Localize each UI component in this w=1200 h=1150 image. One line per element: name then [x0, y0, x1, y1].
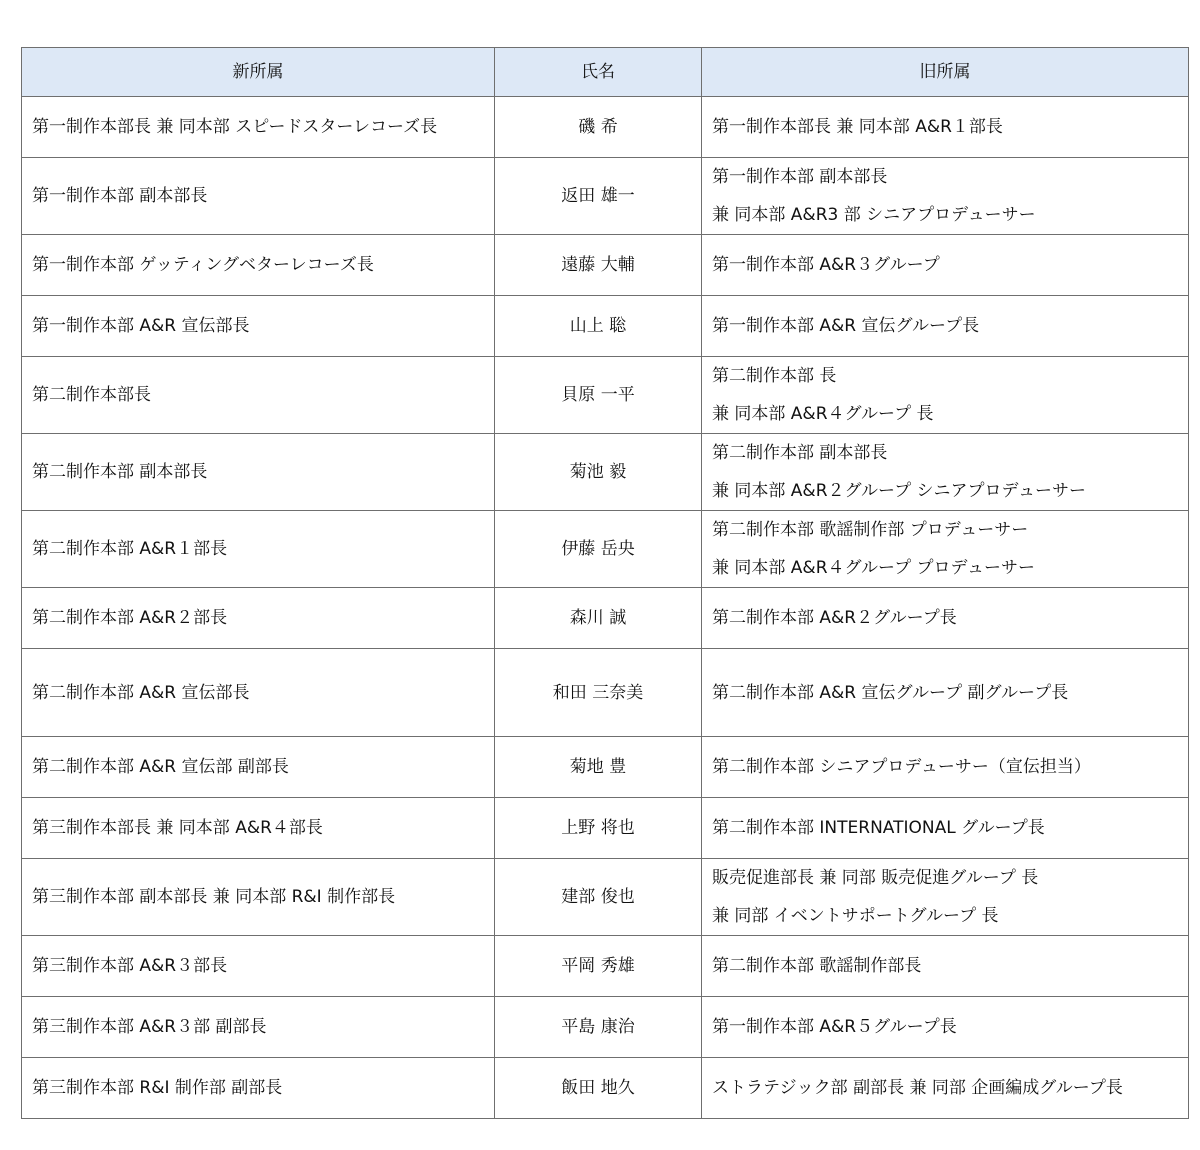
old-affiliation-line: 兼 同本部 A&R４グループ 長: [712, 404, 934, 424]
old-affiliation-line: 第一制作本部長 兼 同本部 A&R１部長: [712, 117, 1003, 137]
name-cell: 和田 三奈美: [495, 649, 702, 737]
name-cell: 平岡 秀雄: [495, 936, 702, 997]
old-affiliation-line: 第二制作本部 長: [712, 366, 837, 386]
name-cell: 遠藤 大輔: [495, 235, 702, 296]
old-affiliation-cell: [702, 97, 1189, 158]
new-affiliation-cell: 第一制作本部 A&R 宣伝部長: [22, 296, 495, 357]
old-affiliation-cell: [702, 737, 1189, 798]
table-row: [22, 859, 1189, 936]
table-row: [22, 434, 1189, 511]
table-row: [22, 649, 1189, 737]
table-row: [22, 296, 1189, 357]
table-row: [22, 235, 1189, 296]
name-cell: 貝原 一平: [495, 357, 702, 434]
name-cell: 飯田 地久: [495, 1058, 702, 1119]
old-affiliation-line: 第二制作本部 A&R２グループ長: [712, 608, 957, 628]
name-cell: 建部 俊也: [495, 859, 702, 936]
old-affiliation-cell: [702, 936, 1189, 997]
old-affiliation-line: 販売促進部長 兼 同部 販売促進グループ 長: [712, 868, 1039, 888]
name-cell: 山上 聡: [495, 296, 702, 357]
name-cell: 上野 将也: [495, 798, 702, 859]
new-affiliation-cell: 第二制作本部 A&R 宣伝部長: [22, 649, 495, 737]
table-row: [22, 511, 1189, 588]
old-affiliation-cell: [702, 235, 1189, 296]
old-affiliation-cell: [702, 357, 1189, 434]
old-affiliation-line: 兼 同本部 A&R２グループ シニアプロデューサー: [712, 481, 1087, 501]
old-affiliation-line: 第二制作本部 歌謡制作部長: [712, 956, 922, 976]
old-affiliation-line: 第二制作本部 シニアプロデューサー（宣伝担当）: [712, 757, 1091, 777]
old-affiliation-cell: [702, 158, 1189, 235]
name-cell: 伊藤 岳央: [495, 511, 702, 588]
table-row: [22, 357, 1189, 434]
table-row: [22, 1058, 1189, 1119]
name-cell: 返田 雄一: [495, 158, 702, 235]
name-cell: 菊地 豊: [495, 737, 702, 798]
table-row: [22, 737, 1189, 798]
table-row: [22, 588, 1189, 649]
old-affiliation-cell: [702, 1058, 1189, 1119]
old-affiliation-line: 兼 同本部 A&R3 部 シニアプロデューサー: [712, 205, 1036, 225]
new-affiliation-cell: 第三制作本部 A&R３部長: [22, 936, 495, 997]
header-row: [22, 48, 1189, 97]
old-affiliation-line: 第二制作本部 INTERNATIONAL グループ長: [712, 818, 1045, 838]
new-affiliation-cell: 第三制作本部長 兼 同本部 A&R４部長: [22, 798, 495, 859]
old-affiliation-cell: [702, 859, 1189, 936]
old-affiliation-line: 第二制作本部 A&R 宣伝グループ 副グループ長: [712, 682, 1069, 703]
new-affiliation-cell: 第二制作本部 A&R１部長: [22, 511, 495, 588]
old-affiliation-line: 兼 同本部 A&R４グループ プロデューサー: [712, 558, 1036, 578]
old-affiliation-line: 第一制作本部 A&R３グループ: [712, 255, 940, 275]
table-row: [22, 158, 1189, 235]
old-affiliation-cell: [702, 296, 1189, 357]
table-row: [22, 798, 1189, 859]
old-affiliation-cell: [702, 511, 1189, 588]
old-affiliation-line: 第二制作本部 歌謡制作部 プロデューサー: [712, 520, 1029, 540]
name-cell: 森川 誠: [495, 588, 702, 649]
old-affiliation-line: 第一制作本部 A&R５グループ長: [712, 1017, 957, 1037]
old-affiliation-cell: [702, 434, 1189, 511]
old-affiliation-line: 第二制作本部 副本部長: [712, 443, 888, 463]
new-affiliation-cell: 第三制作本部 A&R３部 副部長: [22, 997, 495, 1058]
new-affiliation-cell: 第三制作本部 R&I 制作部 副部長: [22, 1058, 495, 1119]
header-name: 氏名: [495, 48, 702, 97]
table-row: [22, 97, 1189, 158]
old-affiliation-cell: [702, 649, 1189, 737]
header-old-affiliation: 旧所属: [702, 48, 1189, 97]
table-row: [22, 936, 1189, 997]
old-affiliation-line: 兼 同部 イベントサポートグループ 長: [712, 906, 999, 926]
table-header: [22, 48, 1189, 97]
old-affiliation-line: ストラテジック部 副部長 兼 同部 企画編成グループ長: [712, 1078, 1123, 1098]
personnel-table-container: [21, 47, 1188, 1119]
old-affiliation-cell: [702, 997, 1189, 1058]
new-affiliation-cell: 第一制作本部長 兼 同本部 スピードスターレコーズ長: [22, 97, 495, 158]
table-body: [22, 97, 1189, 1119]
name-cell: 磯 希: [495, 97, 702, 158]
new-affiliation-cell: 第一制作本部 ゲッティングベターレコーズ長: [22, 235, 495, 296]
name-cell: 平島 康治: [495, 997, 702, 1058]
old-affiliation-cell: [702, 798, 1189, 859]
old-affiliation-line: 第一制作本部 A&R 宣伝グループ長: [712, 316, 980, 336]
new-affiliation-cell: 第二制作本部 A&R２部長: [22, 588, 495, 649]
old-affiliation-line: 第一制作本部 副本部長: [712, 167, 888, 187]
new-affiliation-cell: 第一制作本部 副本部長: [22, 158, 495, 235]
header-new-affiliation: 新所属: [22, 48, 495, 97]
new-affiliation-cell: 第二制作本部長: [22, 357, 495, 434]
new-affiliation-cell: 第二制作本部 副本部長: [22, 434, 495, 511]
old-affiliation-cell: [702, 588, 1189, 649]
personnel-table: [21, 47, 1189, 1119]
table-row: [22, 997, 1189, 1058]
new-affiliation-cell: 第三制作本部 副本部長 兼 同本部 R&I 制作部長: [22, 859, 495, 936]
name-cell: 菊池 毅: [495, 434, 702, 511]
new-affiliation-cell: 第二制作本部 A&R 宣伝部 副部長: [22, 737, 495, 798]
